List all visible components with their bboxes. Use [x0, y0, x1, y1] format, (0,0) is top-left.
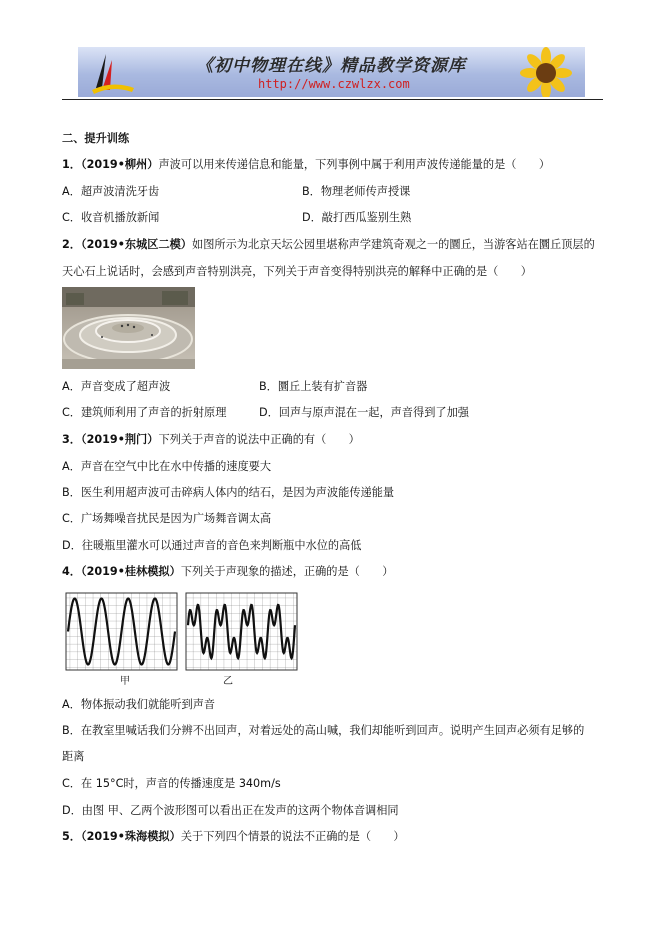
- question-text: 如图所示为北京天坛公园里堪称声学建筑奇观之一的圜丘，当游客站在圜丘顶层的: [192, 238, 595, 251]
- q3-option-d: D．往暖瓶里灌水可以通过声音的音色来判断瓶中水位的高低: [62, 539, 362, 552]
- q3-option-c: C．广场舞噪音扰民是因为广场舞音调太高: [62, 512, 272, 525]
- q3-option-b: B．医生利用超声波可击碎病人体内的结石，是因为声波能传递能量: [62, 486, 395, 499]
- waveform-a: [66, 593, 177, 670]
- sunflower-icon: [496, 47, 585, 97]
- question-text: 关于下列四个情景的说法不正确的是（ ）: [180, 830, 405, 843]
- question-source: （2019•珠海模拟）: [80, 830, 181, 843]
- question-number: 3．: [62, 433, 81, 446]
- question-number: 2．: [62, 238, 81, 251]
- banner-url: http://www.czwlzx.com: [258, 77, 410, 91]
- logo-icon: [82, 50, 142, 94]
- banner-title: 《初中物理在线》精品教学资源库: [196, 56, 466, 76]
- circular-altar-photo: [62, 287, 195, 369]
- q1-option-d: D．敲打西瓜鉴别生熟: [302, 211, 412, 224]
- q1-option-c: C．收音机播放新闻: [62, 211, 160, 224]
- question-2: [62, 237, 595, 253]
- q2-option-d: D．回声与原声混在一起，声音得到了加强: [259, 406, 469, 419]
- q2-option-a: A．声音变成了超声波: [62, 380, 171, 393]
- question-5: [62, 829, 405, 845]
- q4-option-a: A．物体振动我们就能听到声音: [62, 698, 216, 711]
- q4-option-b-continued: 距离: [62, 750, 85, 763]
- question-source: （2019•东城区二模）: [80, 238, 192, 251]
- question-source: （2019•桂林模拟）: [80, 565, 181, 578]
- question-4: [62, 564, 393, 580]
- header-banner: [78, 47, 585, 97]
- question-2-continued: 天心石上说话时，会感到声音特别洪亮，下列关于声音变得特别洪亮的解释中正确的是（ ）: [62, 265, 532, 278]
- q4-option-b: B．在教室里喊话我们分辨不出回声，对着远处的高山喊，我们却能听到回声。说明产生回声必须有足够的: [62, 724, 585, 737]
- question-3: [62, 432, 360, 448]
- figure-label-a: 甲: [120, 676, 130, 687]
- question-text: 下列关于声现象的描述，正确的是（ ）: [180, 565, 394, 578]
- q1-option-a: A．超声波清洗牙齿: [62, 185, 160, 198]
- question-number: 5．: [62, 830, 81, 843]
- q4-option-c: C．在 15°C时，声音的传播速度是 340m/s: [62, 777, 281, 790]
- figure-label-b: 乙: [223, 676, 233, 687]
- question-source: （2019•荆门）: [80, 433, 159, 446]
- header-divider: [62, 99, 603, 100]
- question-source: （2019•柳州）: [80, 158, 159, 171]
- section-title: 二、提升训练: [62, 132, 130, 145]
- q2-option-c: C．建筑师利用了声音的折射原理: [62, 406, 227, 419]
- question-text: 下列关于声音的说法中正确的有（ ）: [158, 433, 360, 446]
- question-1: [62, 157, 550, 173]
- question-number: 4．: [62, 565, 81, 578]
- q1-option-b: B．物理老师传声授课: [302, 185, 411, 198]
- question-number: 1．: [62, 158, 81, 171]
- waveform-figure: [62, 590, 302, 690]
- waveform-b: [186, 593, 297, 670]
- q4-option-d: D．由图 甲、乙两个波形图可以看出正在发声的这两个物体音调相同: [62, 804, 399, 817]
- q2-option-b: B．圜丘上装有扩音器: [259, 380, 368, 393]
- q3-option-a: A．声音在空气中比在水中传播的速度要大: [62, 460, 272, 473]
- question-text: 声波可以用来传递信息和能量，下列事例中属于利用声波传递能量的是（ ）: [158, 158, 551, 171]
